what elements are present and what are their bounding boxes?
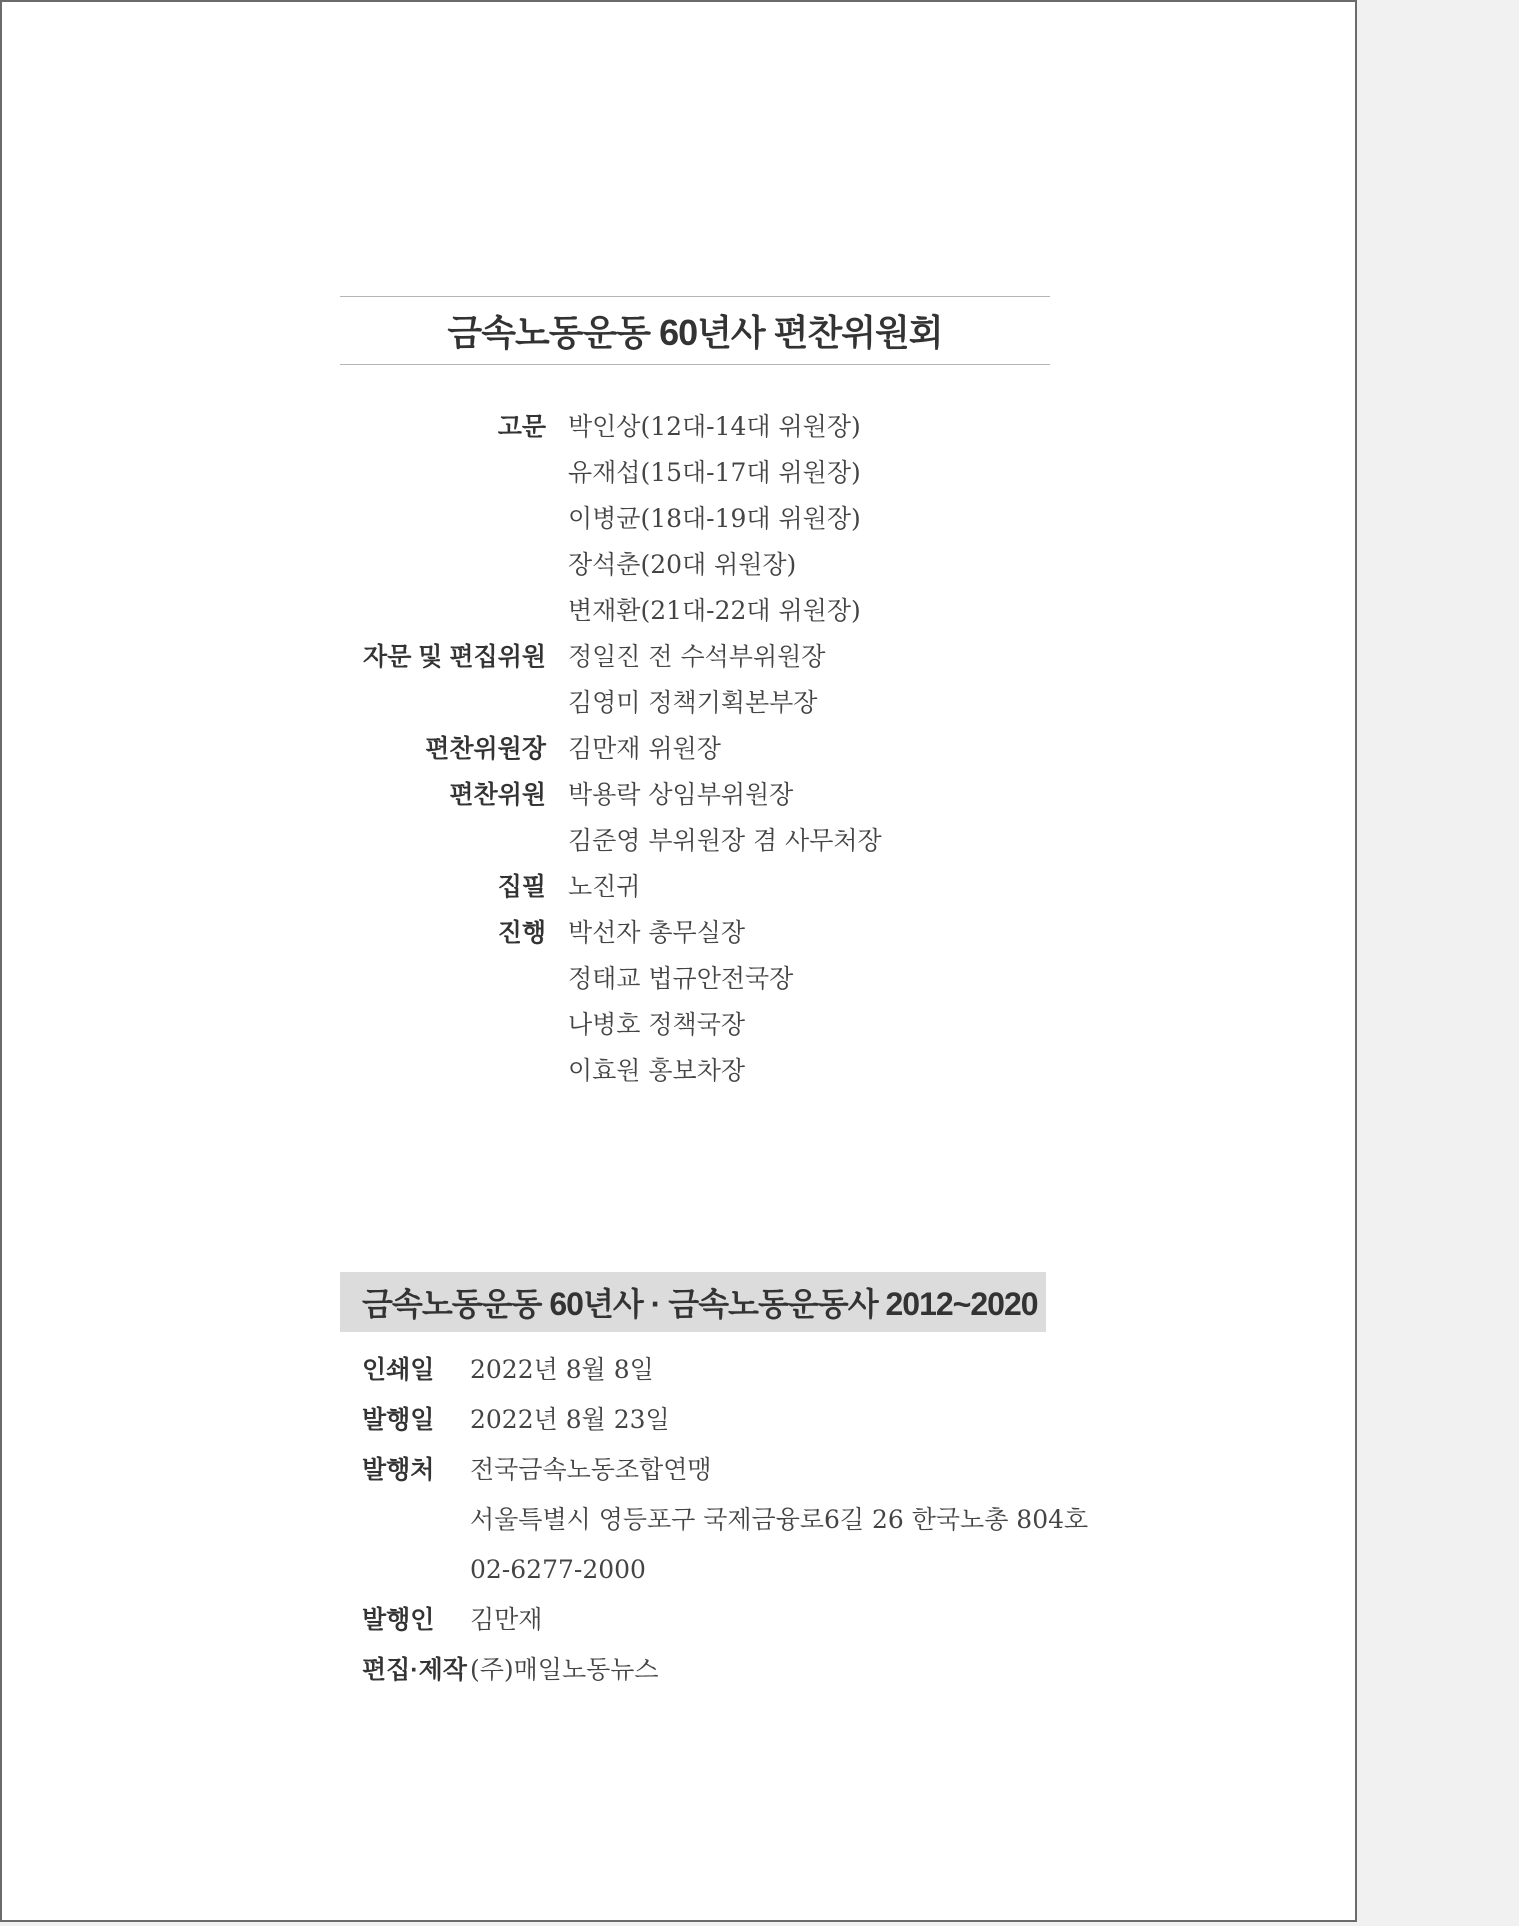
role-member: 정태교 법규안전국장	[568, 964, 794, 993]
colophon-row-issuer	[362, 1595, 1122, 1645]
role-member: 정일진 전 수석부위원장	[568, 642, 826, 671]
colophon-value: (주)매일노동뉴스	[470, 1655, 659, 1684]
role-row-consulting-editors	[340, 634, 1060, 726]
role-label: 편찬위원	[449, 781, 546, 809]
role-member: 이효원 홍보차장	[568, 1056, 745, 1085]
role-names	[568, 726, 1060, 772]
colophon-label: 발행인	[362, 1606, 435, 1634]
committee-title: 금속노동운동 60년사 편찬위원회	[447, 312, 943, 353]
colophon-values	[470, 1645, 1122, 1695]
colophon-row-print-date	[362, 1345, 1122, 1395]
role-row-advisor	[340, 404, 1060, 634]
role-row-writer	[340, 864, 1060, 910]
role-label: 자문 및 편집위원	[363, 643, 546, 671]
colophon-values	[470, 1395, 1122, 1445]
colophon	[362, 1345, 1122, 1695]
role-member: 박용락 상임부위원장	[568, 780, 794, 809]
colophon-value: 전국금속노동조합연맹	[470, 1455, 712, 1484]
role-label: 편찬위원장	[425, 735, 546, 763]
role-row-coordination	[340, 910, 1060, 1094]
role-label: 진행	[497, 919, 546, 947]
colophon-label: 인쇄일	[362, 1356, 435, 1384]
colophon-value: 2022년 8월 8일	[470, 1355, 654, 1384]
book-title-box	[340, 1272, 1046, 1332]
role-member: 김준영 부위원장 겸 사무처장	[568, 826, 882, 855]
role-member: 나병호 정책국장	[568, 1010, 745, 1039]
role-member: 이병균(18대-19대 위원장)	[568, 504, 861, 533]
book-title: 금속노동운동 60년사 · 금속노동운동사 2012~2020	[362, 1286, 1038, 1322]
role-names	[568, 864, 1060, 910]
role-label: 집필	[497, 873, 546, 901]
colophon-value: 2022년 8월 23일	[470, 1405, 670, 1434]
colophon-address: 서울특별시 영등포구 국제금융로6길 26 한국노총 804호	[470, 1505, 1089, 1534]
colophon-phone: 02-6277-2000	[470, 1555, 646, 1584]
role-row-committee-chair	[340, 726, 1060, 772]
role-member: 유재섭(15대-17대 위원장)	[568, 458, 861, 487]
colophon-row-publish-date	[362, 1395, 1122, 1445]
colophon-values	[470, 1445, 1122, 1595]
role-member: 김만재 위원장	[568, 734, 721, 763]
role-member: 변재환(21대-22대 위원장)	[568, 596, 861, 625]
colophon-row-publisher	[362, 1445, 1122, 1595]
role-names	[568, 772, 1060, 864]
role-row-committee-members	[340, 772, 1060, 864]
colophon-row-production	[362, 1645, 1122, 1695]
committee-roster	[340, 404, 1060, 1094]
colophon-label: 발행처	[362, 1456, 435, 1484]
colophon-label: 편집·제작	[362, 1656, 467, 1684]
role-label: 고문	[497, 413, 546, 441]
role-names	[568, 910, 1060, 1094]
committee-title-box	[340, 296, 1050, 365]
colophon-label: 발행일	[362, 1406, 435, 1434]
role-names	[568, 404, 1060, 634]
role-member: 김영미 정책기획본부장	[568, 688, 818, 717]
role-member: 박선자 총무실장	[568, 918, 745, 947]
role-member: 노진귀	[568, 872, 641, 901]
role-member: 장석춘(20대 위원장)	[568, 550, 797, 579]
role-member: 박인상(12대-14대 위원장)	[568, 412, 861, 441]
role-names	[568, 634, 1060, 726]
colophon-values	[470, 1595, 1122, 1645]
colophon-values	[470, 1345, 1122, 1395]
colophon-value: 김만재	[470, 1605, 543, 1634]
